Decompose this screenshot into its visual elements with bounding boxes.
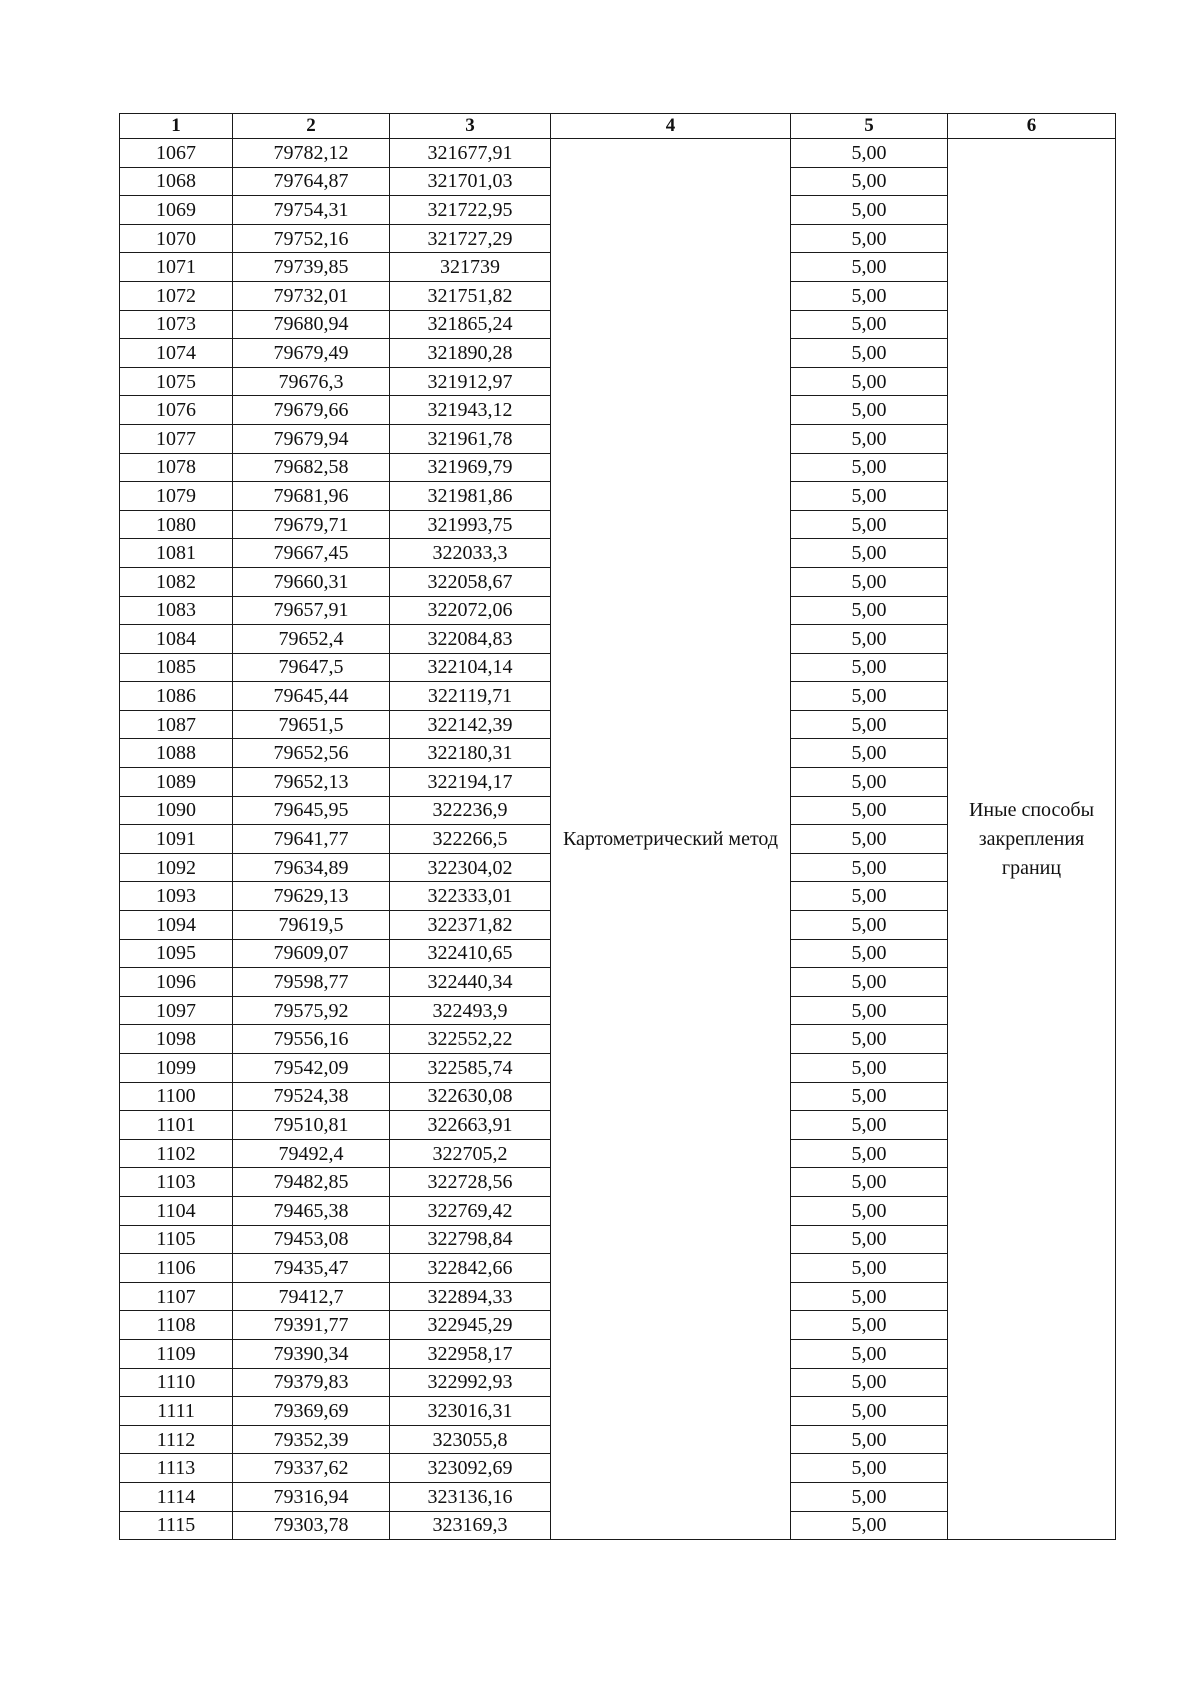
accuracy-cell: 5,00 bbox=[791, 396, 948, 425]
table-body bbox=[120, 139, 1116, 1540]
accuracy-cell: 5,00 bbox=[791, 281, 948, 310]
coordinate-x-cell: 79680,94 bbox=[233, 310, 390, 339]
coordinate-y-cell: 322410,65 bbox=[390, 939, 551, 968]
point-number-cell: 1080 bbox=[120, 510, 233, 539]
coordinate-y-cell: 322630,08 bbox=[390, 1082, 551, 1111]
accuracy-cell: 5,00 bbox=[791, 768, 948, 797]
coordinate-y-cell: 323136,16 bbox=[390, 1482, 551, 1511]
coordinate-y-cell: 322842,66 bbox=[390, 1254, 551, 1283]
point-number-cell: 1110 bbox=[120, 1368, 233, 1397]
coordinate-x-cell: 79492,4 bbox=[233, 1139, 390, 1168]
point-number-cell: 1101 bbox=[120, 1111, 233, 1140]
coordinate-x-cell: 79598,77 bbox=[233, 968, 390, 997]
coordinate-x-cell: 79657,91 bbox=[233, 596, 390, 625]
accuracy-cell: 5,00 bbox=[791, 710, 948, 739]
point-number-cell: 1073 bbox=[120, 310, 233, 339]
coordinate-y-cell: 322333,01 bbox=[390, 882, 551, 911]
point-number-cell: 1105 bbox=[120, 1225, 233, 1254]
point-number-cell: 1099 bbox=[120, 1054, 233, 1083]
coordinate-x-cell: 79619,5 bbox=[233, 911, 390, 940]
coordinate-y-cell: 322084,83 bbox=[390, 625, 551, 654]
coordinate-y-cell: 322180,31 bbox=[390, 739, 551, 768]
coordinate-x-cell: 79482,85 bbox=[233, 1168, 390, 1197]
point-number-cell: 1106 bbox=[120, 1254, 233, 1283]
point-number-cell: 1072 bbox=[120, 281, 233, 310]
coordinate-y-cell: 321751,82 bbox=[390, 281, 551, 310]
point-number-cell: 1077 bbox=[120, 424, 233, 453]
accuracy-cell: 5,00 bbox=[791, 1025, 948, 1054]
coordinate-y-cell: 322493,9 bbox=[390, 996, 551, 1025]
coordinate-y-cell: 322304,02 bbox=[390, 853, 551, 882]
coordinate-x-cell: 79679,66 bbox=[233, 396, 390, 425]
accuracy-cell: 5,00 bbox=[791, 996, 948, 1025]
accuracy-cell: 5,00 bbox=[791, 911, 948, 940]
accuracy-cell: 5,00 bbox=[791, 739, 948, 768]
accuracy-cell: 5,00 bbox=[791, 882, 948, 911]
coordinate-x-cell: 79682,58 bbox=[233, 453, 390, 482]
method-cell: Картометрический метод bbox=[551, 139, 791, 1540]
boundary-points-table bbox=[119, 113, 1116, 1540]
coordinate-x-cell: 79369,69 bbox=[233, 1397, 390, 1426]
coordinate-y-cell: 321722,95 bbox=[390, 196, 551, 225]
coordinate-y-cell: 322266,5 bbox=[390, 825, 551, 854]
coordinate-y-cell: 322958,17 bbox=[390, 1339, 551, 1368]
coordinate-y-cell: 321961,78 bbox=[390, 424, 551, 453]
point-number-cell: 1111 bbox=[120, 1397, 233, 1426]
coordinate-y-cell: 322992,93 bbox=[390, 1368, 551, 1397]
accuracy-cell: 5,00 bbox=[791, 539, 948, 568]
coordinate-y-cell: 323092,69 bbox=[390, 1454, 551, 1483]
point-number-cell: 1078 bbox=[120, 453, 233, 482]
accuracy-cell: 5,00 bbox=[791, 339, 948, 368]
coordinate-y-cell: 322072,06 bbox=[390, 596, 551, 625]
coordinate-x-cell: 79412,7 bbox=[233, 1282, 390, 1311]
point-number-cell: 1086 bbox=[120, 682, 233, 711]
coordinate-y-cell: 322142,39 bbox=[390, 710, 551, 739]
point-number-cell: 1085 bbox=[120, 653, 233, 682]
accuracy-cell: 5,00 bbox=[791, 853, 948, 882]
coordinate-x-cell: 79782,12 bbox=[233, 139, 390, 168]
point-number-cell: 1100 bbox=[120, 1082, 233, 1111]
coordinate-y-cell: 323016,31 bbox=[390, 1397, 551, 1426]
coordinate-y-cell: 322728,56 bbox=[390, 1168, 551, 1197]
coordinate-x-cell: 79435,47 bbox=[233, 1254, 390, 1283]
accuracy-cell: 5,00 bbox=[791, 139, 948, 168]
coordinate-x-cell: 79337,62 bbox=[233, 1454, 390, 1483]
point-number-cell: 1069 bbox=[120, 196, 233, 225]
coordinate-x-cell: 79391,77 bbox=[233, 1311, 390, 1340]
coordinate-y-cell: 322440,34 bbox=[390, 968, 551, 997]
column-header-5: 5 bbox=[791, 114, 948, 139]
point-number-cell: 1071 bbox=[120, 253, 233, 282]
point-number-cell: 1087 bbox=[120, 710, 233, 739]
accuracy-cell: 5,00 bbox=[791, 310, 948, 339]
coordinate-x-cell: 79660,31 bbox=[233, 567, 390, 596]
accuracy-cell: 5,00 bbox=[791, 653, 948, 682]
coordinate-x-cell: 79542,09 bbox=[233, 1054, 390, 1083]
point-number-cell: 1115 bbox=[120, 1511, 233, 1540]
accuracy-cell: 5,00 bbox=[791, 1397, 948, 1426]
coordinate-x-cell: 79645,44 bbox=[233, 682, 390, 711]
coordinate-y-cell: 322194,17 bbox=[390, 768, 551, 797]
coordinate-x-cell: 79641,77 bbox=[233, 825, 390, 854]
accuracy-cell: 5,00 bbox=[791, 1082, 948, 1111]
header-row bbox=[120, 114, 1116, 139]
coordinate-x-cell: 79652,13 bbox=[233, 768, 390, 797]
coordinate-x-cell: 79679,94 bbox=[233, 424, 390, 453]
point-number-cell: 1070 bbox=[120, 224, 233, 253]
accuracy-cell: 5,00 bbox=[791, 196, 948, 225]
coordinate-x-cell: 79556,16 bbox=[233, 1025, 390, 1054]
accuracy-cell: 5,00 bbox=[791, 1339, 948, 1368]
accuracy-cell: 5,00 bbox=[791, 1168, 948, 1197]
coordinate-x-cell: 79510,81 bbox=[233, 1111, 390, 1140]
column-header-6: 6 bbox=[948, 114, 1116, 139]
coordinate-x-cell: 79667,45 bbox=[233, 539, 390, 568]
coordinate-y-cell: 323055,8 bbox=[390, 1425, 551, 1454]
coordinate-x-cell: 79645,95 bbox=[233, 796, 390, 825]
point-number-cell: 1098 bbox=[120, 1025, 233, 1054]
coordinate-y-cell: 322371,82 bbox=[390, 911, 551, 940]
table-row bbox=[120, 139, 1116, 168]
coordinate-y-cell: 321677,91 bbox=[390, 139, 551, 168]
accuracy-cell: 5,00 bbox=[791, 796, 948, 825]
table-header bbox=[120, 114, 1116, 139]
coordinate-y-cell: 321943,12 bbox=[390, 396, 551, 425]
point-number-cell: 1102 bbox=[120, 1139, 233, 1168]
coordinate-x-cell: 79752,16 bbox=[233, 224, 390, 253]
accuracy-cell: 5,00 bbox=[791, 510, 948, 539]
accuracy-cell: 5,00 bbox=[791, 567, 948, 596]
accuracy-cell: 5,00 bbox=[791, 596, 948, 625]
coordinate-x-cell: 79379,83 bbox=[233, 1368, 390, 1397]
coordinate-y-cell: 321993,75 bbox=[390, 510, 551, 539]
accuracy-cell: 5,00 bbox=[791, 682, 948, 711]
coordinate-x-cell: 79647,5 bbox=[233, 653, 390, 682]
accuracy-cell: 5,00 bbox=[791, 1454, 948, 1483]
accuracy-cell: 5,00 bbox=[791, 424, 948, 453]
point-number-cell: 1088 bbox=[120, 739, 233, 768]
coordinate-y-cell: 321701,03 bbox=[390, 167, 551, 196]
coordinate-x-cell: 79390,34 bbox=[233, 1339, 390, 1368]
coordinate-y-cell: 321969,79 bbox=[390, 453, 551, 482]
coordinate-y-cell: 322119,71 bbox=[390, 682, 551, 711]
coordinate-y-cell: 321727,29 bbox=[390, 224, 551, 253]
accuracy-cell: 5,00 bbox=[791, 482, 948, 511]
point-number-cell: 1112 bbox=[120, 1425, 233, 1454]
accuracy-cell: 5,00 bbox=[791, 1368, 948, 1397]
point-number-cell: 1109 bbox=[120, 1339, 233, 1368]
point-number-cell: 1068 bbox=[120, 167, 233, 196]
coordinate-y-cell: 323169,3 bbox=[390, 1511, 551, 1540]
accuracy-cell: 5,00 bbox=[791, 1482, 948, 1511]
coordinate-x-cell: 79316,94 bbox=[233, 1482, 390, 1511]
point-number-cell: 1097 bbox=[120, 996, 233, 1025]
accuracy-cell: 5,00 bbox=[791, 1225, 948, 1254]
accuracy-cell: 5,00 bbox=[791, 253, 948, 282]
column-header-4: 4 bbox=[551, 114, 791, 139]
coordinate-y-cell: 321890,28 bbox=[390, 339, 551, 368]
coordinate-y-cell: 322104,14 bbox=[390, 653, 551, 682]
coordinate-x-cell: 79352,39 bbox=[233, 1425, 390, 1454]
point-number-cell: 1079 bbox=[120, 482, 233, 511]
coordinate-x-cell: 79465,38 bbox=[233, 1196, 390, 1225]
coordinate-x-cell: 79629,13 bbox=[233, 882, 390, 911]
coordinate-y-cell: 321981,86 bbox=[390, 482, 551, 511]
accuracy-cell: 5,00 bbox=[791, 1425, 948, 1454]
point-number-cell: 1090 bbox=[120, 796, 233, 825]
point-number-cell: 1075 bbox=[120, 367, 233, 396]
point-number-cell: 1114 bbox=[120, 1482, 233, 1511]
point-number-cell: 1094 bbox=[120, 911, 233, 940]
accuracy-cell: 5,00 bbox=[791, 1311, 948, 1340]
fixing-method-cell: Иные способы закрепления границ bbox=[948, 139, 1116, 1540]
point-number-cell: 1108 bbox=[120, 1311, 233, 1340]
coordinate-y-cell: 322058,67 bbox=[390, 567, 551, 596]
coordinate-y-cell: 322663,91 bbox=[390, 1111, 551, 1140]
coordinate-y-cell: 322769,42 bbox=[390, 1196, 551, 1225]
coordinate-y-cell: 322798,84 bbox=[390, 1225, 551, 1254]
column-header-1: 1 bbox=[120, 114, 233, 139]
coordinate-y-cell: 322585,74 bbox=[390, 1054, 551, 1083]
coordinate-y-cell: 322945,29 bbox=[390, 1311, 551, 1340]
point-number-cell: 1104 bbox=[120, 1196, 233, 1225]
point-number-cell: 1092 bbox=[120, 853, 233, 882]
coordinate-x-cell: 79652,56 bbox=[233, 739, 390, 768]
coordinate-x-cell: 79303,78 bbox=[233, 1511, 390, 1540]
coordinate-y-cell: 322552,22 bbox=[390, 1025, 551, 1054]
accuracy-cell: 5,00 bbox=[791, 224, 948, 253]
coordinate-y-cell: 321739 bbox=[390, 253, 551, 282]
coordinate-x-cell: 79732,01 bbox=[233, 281, 390, 310]
point-number-cell: 1076 bbox=[120, 396, 233, 425]
point-number-cell: 1082 bbox=[120, 567, 233, 596]
accuracy-cell: 5,00 bbox=[791, 1254, 948, 1283]
accuracy-cell: 5,00 bbox=[791, 1054, 948, 1083]
coordinate-x-cell: 79679,49 bbox=[233, 339, 390, 368]
coordinate-y-cell: 322705,2 bbox=[390, 1139, 551, 1168]
accuracy-cell: 5,00 bbox=[791, 1139, 948, 1168]
coordinate-x-cell: 79739,85 bbox=[233, 253, 390, 282]
point-number-cell: 1103 bbox=[120, 1168, 233, 1197]
coordinate-y-cell: 321865,24 bbox=[390, 310, 551, 339]
accuracy-cell: 5,00 bbox=[791, 825, 948, 854]
column-header-3: 3 bbox=[390, 114, 551, 139]
point-number-cell: 1096 bbox=[120, 968, 233, 997]
accuracy-cell: 5,00 bbox=[791, 167, 948, 196]
coordinate-x-cell: 79634,89 bbox=[233, 853, 390, 882]
coordinate-y-cell: 322894,33 bbox=[390, 1282, 551, 1311]
point-number-cell: 1074 bbox=[120, 339, 233, 368]
point-number-cell: 1095 bbox=[120, 939, 233, 968]
accuracy-cell: 5,00 bbox=[791, 367, 948, 396]
accuracy-cell: 5,00 bbox=[791, 625, 948, 654]
accuracy-cell: 5,00 bbox=[791, 1282, 948, 1311]
coordinate-x-cell: 79651,5 bbox=[233, 710, 390, 739]
coordinate-x-cell: 79575,92 bbox=[233, 996, 390, 1025]
coordinate-x-cell: 79754,31 bbox=[233, 196, 390, 225]
coordinate-x-cell: 79764,87 bbox=[233, 167, 390, 196]
point-number-cell: 1093 bbox=[120, 882, 233, 911]
coordinate-x-cell: 79453,08 bbox=[233, 1225, 390, 1254]
coordinate-y-cell: 321912,97 bbox=[390, 367, 551, 396]
point-number-cell: 1067 bbox=[120, 139, 233, 168]
point-number-cell: 1081 bbox=[120, 539, 233, 568]
coordinate-y-cell: 322236,9 bbox=[390, 796, 551, 825]
point-number-cell: 1083 bbox=[120, 596, 233, 625]
accuracy-cell: 5,00 bbox=[791, 939, 948, 968]
point-number-cell: 1107 bbox=[120, 1282, 233, 1311]
coordinate-x-cell: 79524,38 bbox=[233, 1082, 390, 1111]
point-number-cell: 1091 bbox=[120, 825, 233, 854]
coordinate-x-cell: 79679,71 bbox=[233, 510, 390, 539]
point-number-cell: 1113 bbox=[120, 1454, 233, 1483]
coordinate-x-cell: 79681,96 bbox=[233, 482, 390, 511]
column-header-2: 2 bbox=[233, 114, 390, 139]
coordinate-y-cell: 322033,3 bbox=[390, 539, 551, 568]
coordinate-x-cell: 79652,4 bbox=[233, 625, 390, 654]
coordinate-x-cell: 79676,3 bbox=[233, 367, 390, 396]
accuracy-cell: 5,00 bbox=[791, 1111, 948, 1140]
point-number-cell: 1084 bbox=[120, 625, 233, 654]
accuracy-cell: 5,00 bbox=[791, 1511, 948, 1540]
accuracy-cell: 5,00 bbox=[791, 1196, 948, 1225]
point-number-cell: 1089 bbox=[120, 768, 233, 797]
coordinate-x-cell: 79609,07 bbox=[233, 939, 390, 968]
accuracy-cell: 5,00 bbox=[791, 968, 948, 997]
accuracy-cell: 5,00 bbox=[791, 453, 948, 482]
